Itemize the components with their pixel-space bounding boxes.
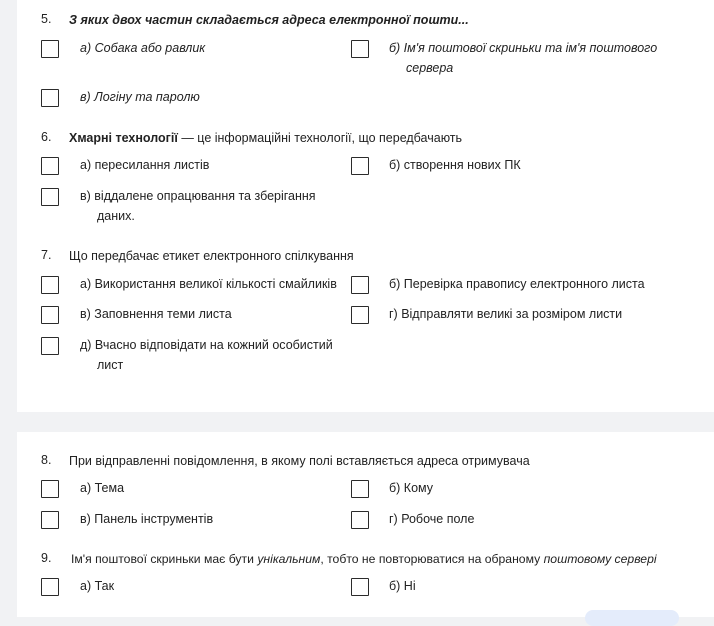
q7-g-label: г) Відправляти великі за розміром листи [389, 307, 623, 321]
q5-a-checkbox[interactable] [41, 40, 59, 58]
q9-emphasis-server: поштовому сервері [543, 552, 657, 566]
q6-term: Хмарні технології [69, 131, 178, 145]
q8-v-checkbox[interactable] [41, 511, 59, 529]
q8-a-label: а) Тема [80, 481, 125, 495]
q7-b-label: б) Перевірка правопису електронного листа [389, 277, 645, 291]
q7-d-checkbox[interactable] [41, 337, 59, 355]
q7-number: 7. [41, 248, 52, 262]
q6-b-label: б) створення нових ПК [389, 158, 521, 172]
q8-a-checkbox[interactable] [41, 480, 59, 498]
q8-v-label: в) Панель інструментів [80, 512, 214, 526]
q7-v-checkbox[interactable] [41, 306, 59, 324]
q5-number: 5. [41, 12, 52, 26]
q5-text: З яких двох частин складається адреса електронної пошти... [69, 13, 469, 27]
q7-d-label-line2: лист [97, 358, 124, 372]
q6-number: 6. [41, 130, 52, 144]
q6-b-checkbox[interactable] [351, 157, 369, 175]
q8-text: При відправленні повідомлення, в якому полі вставляється адреса отримувача [69, 454, 530, 468]
q9-b-label: б) Ні [389, 579, 416, 593]
q7-b-checkbox[interactable] [351, 276, 369, 294]
q9-a-checkbox[interactable] [41, 578, 59, 596]
q8-g-label: г) Робоче поле [389, 512, 475, 526]
q7-text: Що передбачає етикет електронного спілкування [69, 249, 354, 263]
q9-text-part2: , тобто не повторюватися на обраному [320, 552, 544, 566]
q9-emphasis-unique: унікальним [257, 552, 321, 566]
q9-text-part1: Ім'я поштової скриньки має бути [71, 552, 258, 566]
q6-a-checkbox[interactable] [41, 157, 59, 175]
q7-g-checkbox[interactable] [351, 306, 369, 324]
q7-d-label-line1: д) Вчасно відповідати на кожний особистий [80, 338, 333, 352]
q5-a-label: а) Собака або равлик [80, 41, 206, 55]
q5-b-label-line2: сервера [406, 61, 454, 75]
q6-v-label-line1: в) віддалене опрацювання та зберігання [80, 189, 316, 203]
q8-number: 8. [41, 453, 52, 467]
q6-v-label-line2: даних. [97, 209, 135, 223]
q8-b-label: б) Кому [389, 481, 434, 495]
q5-v-label: в) Логіну та паролю [80, 90, 200, 104]
floating-action-button[interactable] [585, 610, 679, 626]
q9-number: 9. [41, 551, 52, 565]
q7-a-label: а) Використання великої кількості смайликів [80, 277, 337, 291]
q6-text [69, 129, 462, 147]
q5-b-label-line1: б) Ім'я поштової скриньки та ім'я поштового [389, 41, 658, 55]
q7-a-checkbox[interactable] [41, 276, 59, 294]
q8-g-checkbox[interactable] [351, 511, 369, 529]
q9-b-checkbox[interactable] [351, 578, 369, 596]
q5-b-checkbox[interactable] [351, 40, 369, 58]
q5-v-checkbox[interactable] [41, 89, 59, 107]
q8-b-checkbox[interactable] [351, 480, 369, 498]
q9-text [71, 550, 657, 568]
q6-v-checkbox[interactable] [41, 188, 59, 206]
q9-a-label: а) Так [80, 579, 115, 593]
q6-a-label: а) пересилання листів [80, 158, 210, 172]
q6-rest: — це інформаційні технології, що передбачають [177, 131, 463, 145]
q7-v-label: в) Заповнення теми листа [80, 307, 232, 321]
